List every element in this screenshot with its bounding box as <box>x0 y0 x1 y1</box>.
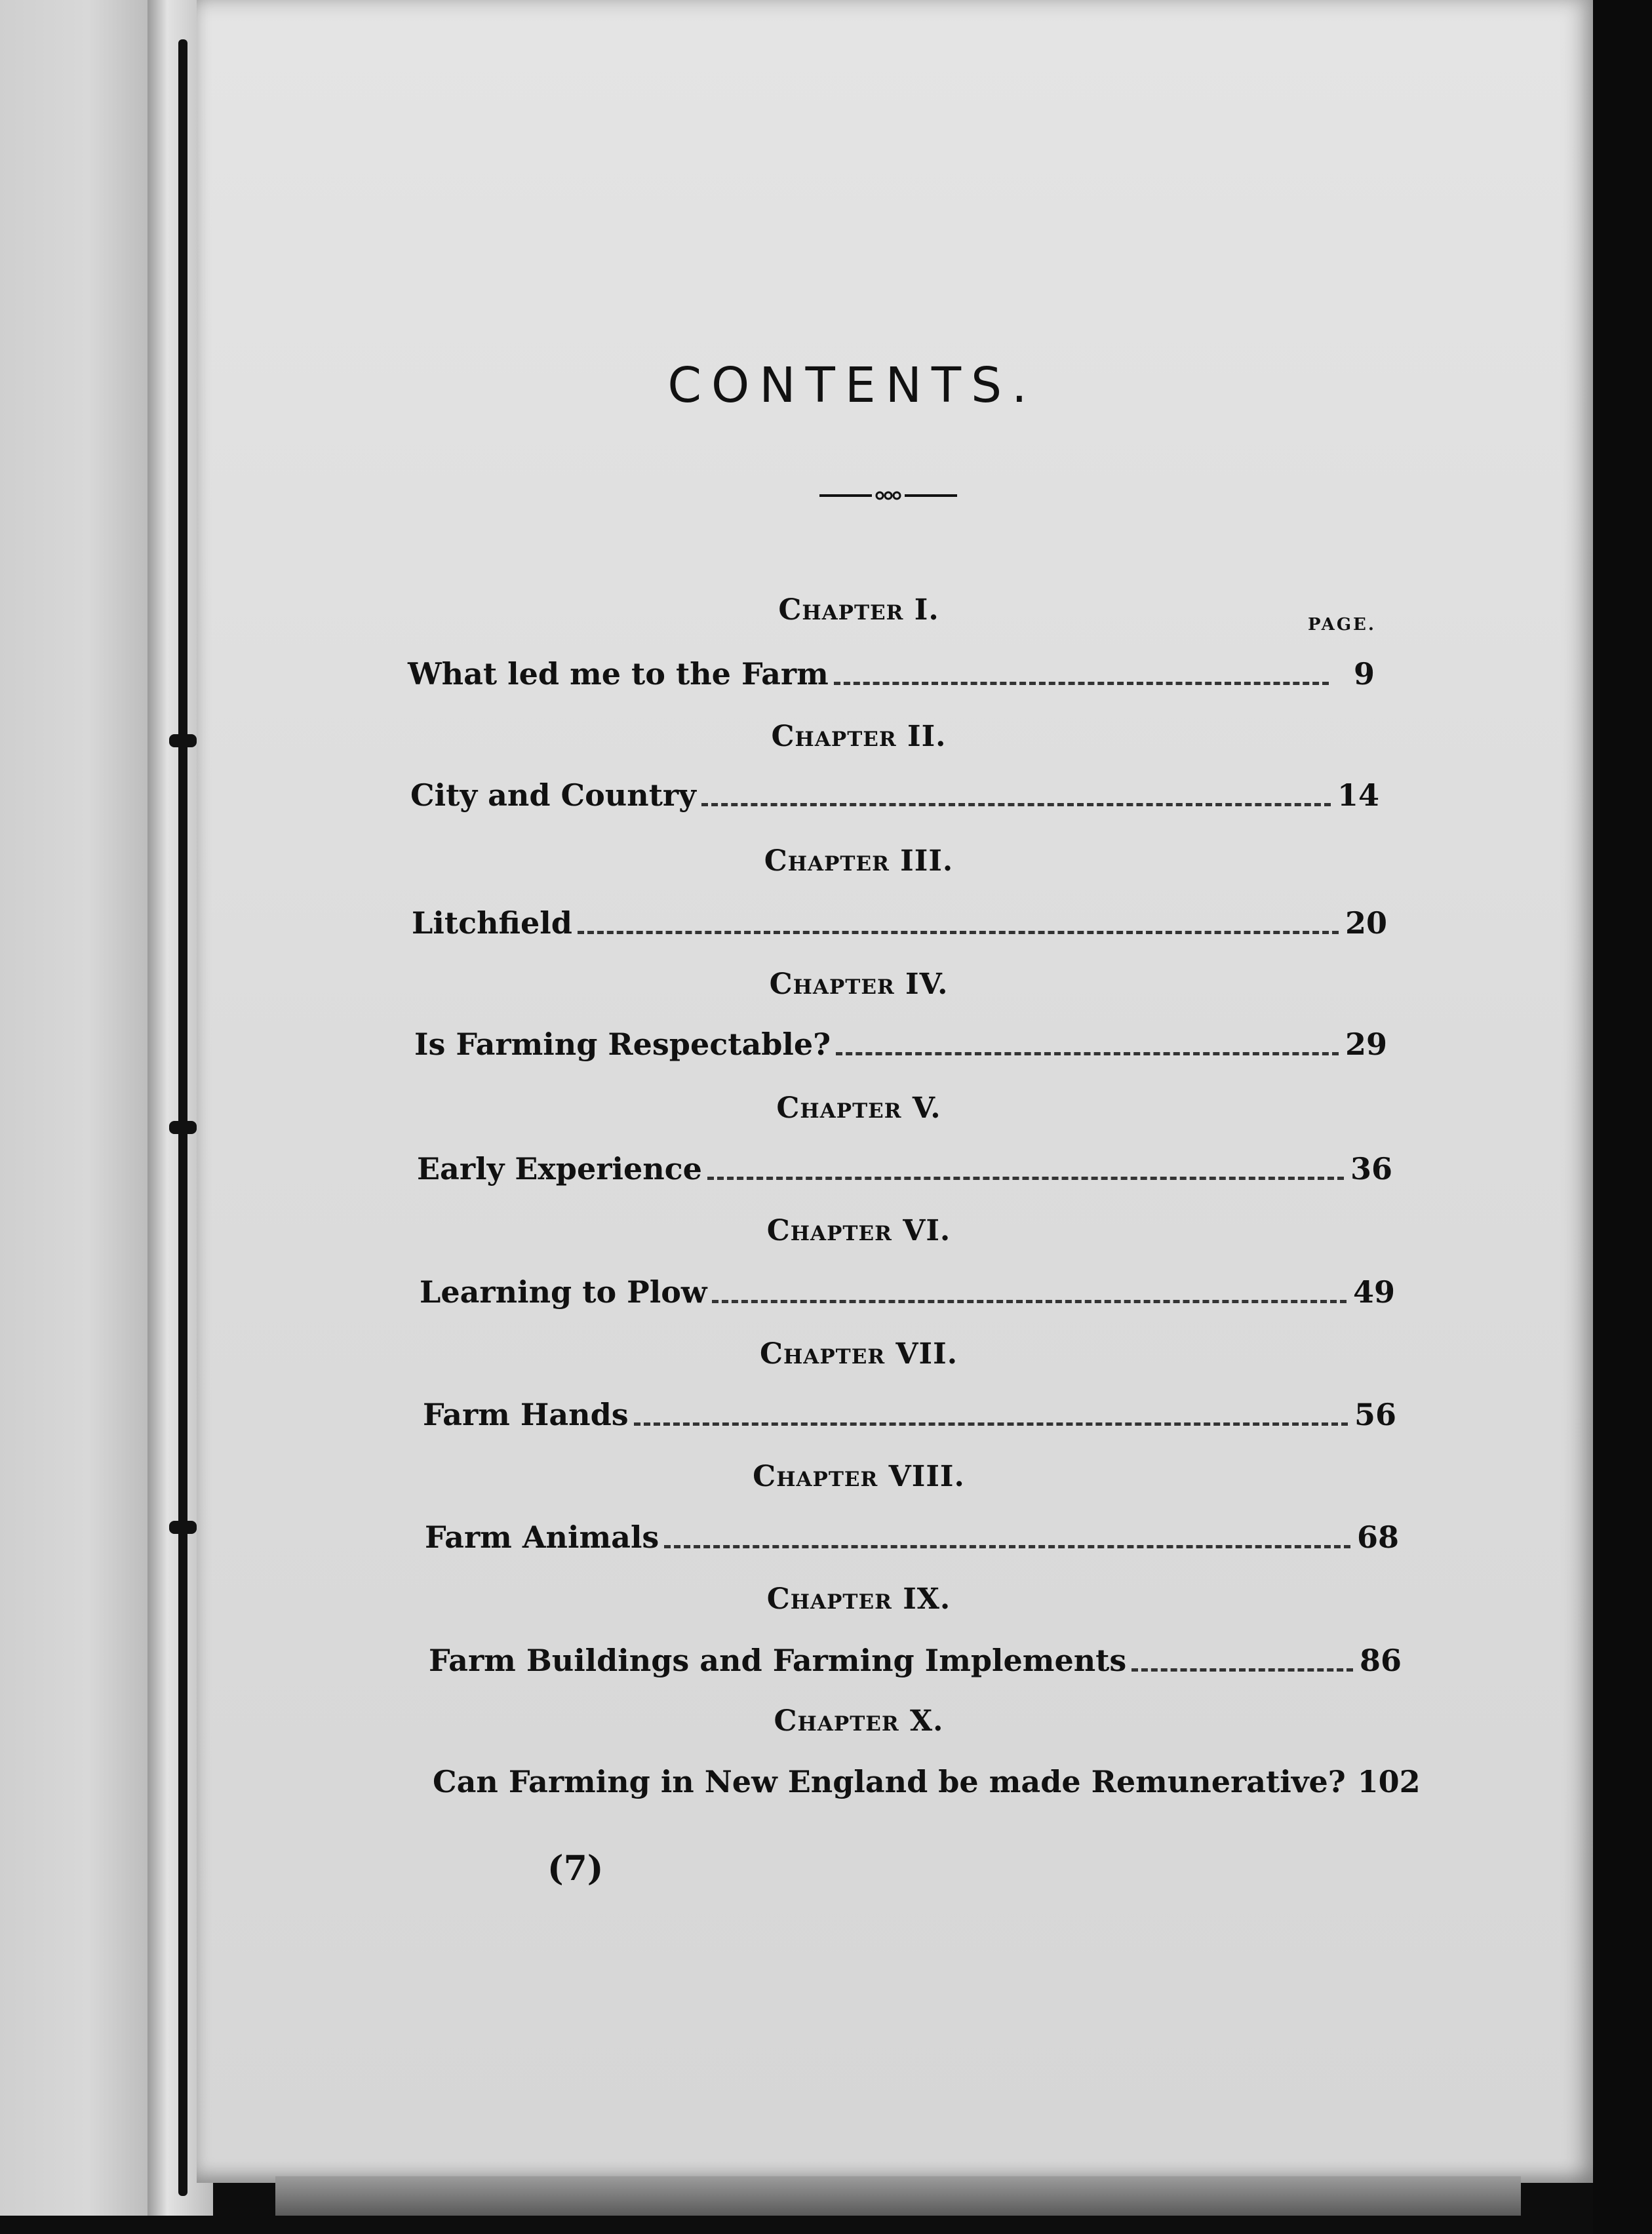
toc-entry-page: 29 <box>1345 1027 1387 1062</box>
chapter-label: Chapter V. <box>776 1091 941 1125</box>
leader-dots <box>664 1545 1350 1548</box>
leader-dots <box>578 931 1339 934</box>
toc-entry-title: Learning to Plow <box>420 1274 707 1310</box>
chapter-label: Chapter VI. <box>766 1214 951 1247</box>
toc-entry-title: City and Country <box>410 777 696 813</box>
toc-entry-page: 49 <box>1352 1274 1395 1310</box>
toc-entry-title: Litchfield <box>412 905 572 941</box>
toc-entry-title: Is Farming Respectable? <box>414 1027 831 1062</box>
leader-dots <box>712 1300 1347 1303</box>
toc-entry[interactable] <box>423 1393 1396 1432</box>
page-bottom-edge <box>275 2176 1521 2216</box>
toc-entry-title: Can Farming in New England be made Remunerative? <box>433 1764 1346 1799</box>
toc-entry[interactable] <box>414 1023 1387 1062</box>
page-number: (7) <box>547 1849 604 1889</box>
toc-entry[interactable] <box>417 1147 1392 1186</box>
toc-entry-page: 86 <box>1359 1643 1402 1678</box>
toc-entry-page: 36 <box>1350 1151 1392 1186</box>
toc-entry[interactable] <box>433 1760 1421 1799</box>
ornament-divider <box>819 488 957 503</box>
toc-entry-page: 102 <box>1357 1764 1421 1799</box>
toc-entry-page: 68 <box>1356 1519 1399 1555</box>
page-column-label: PAGE. <box>1308 615 1376 635</box>
leader-dots <box>634 1422 1348 1426</box>
toc-entry-title: Early Experience <box>417 1151 702 1186</box>
toc-entry[interactable] <box>429 1639 1402 1678</box>
leader-dots <box>701 803 1331 806</box>
chapter-label: Chapter X. <box>774 1704 944 1738</box>
toc-entry[interactable] <box>420 1270 1395 1310</box>
toc-entry[interactable] <box>410 774 1379 813</box>
leader-dots <box>836 1052 1339 1055</box>
toc-entry-title: What led me to the Farm <box>408 656 829 692</box>
leader-dots <box>1131 1668 1353 1672</box>
chapter-label: Chapter VII. <box>759 1337 958 1371</box>
chapter-label: Chapter IX. <box>766 1582 951 1616</box>
chapter-label: Chapter II. <box>771 720 947 753</box>
toc-entry-page: 14 <box>1337 777 1379 813</box>
toc-entry-page: 56 <box>1354 1397 1396 1432</box>
page-title: CONTENTS. <box>667 357 1037 414</box>
chapter-label: Chapter IV. <box>769 968 949 1001</box>
binding-stitch <box>169 1521 197 1534</box>
leader-dots <box>834 682 1329 685</box>
toc-entry-title: Farm Buildings and Farming Implements <box>429 1643 1127 1678</box>
toc-entry-page: 20 <box>1345 905 1387 941</box>
toc-entry[interactable] <box>425 1516 1399 1555</box>
toc-entry-title: Farm Animals <box>425 1519 659 1555</box>
chapter-label: Chapter VIII. <box>753 1460 965 1493</box>
toc-entry[interactable] <box>408 652 1375 692</box>
toc-entry-title: Farm Hands <box>423 1397 629 1432</box>
toc-entry-page: 9 <box>1353 656 1375 692</box>
chapter-label: Chapter I. <box>778 593 939 627</box>
chapter-label: Chapter III. <box>764 844 954 878</box>
leader-dots <box>707 1177 1344 1180</box>
toc-entry[interactable] <box>412 901 1387 941</box>
